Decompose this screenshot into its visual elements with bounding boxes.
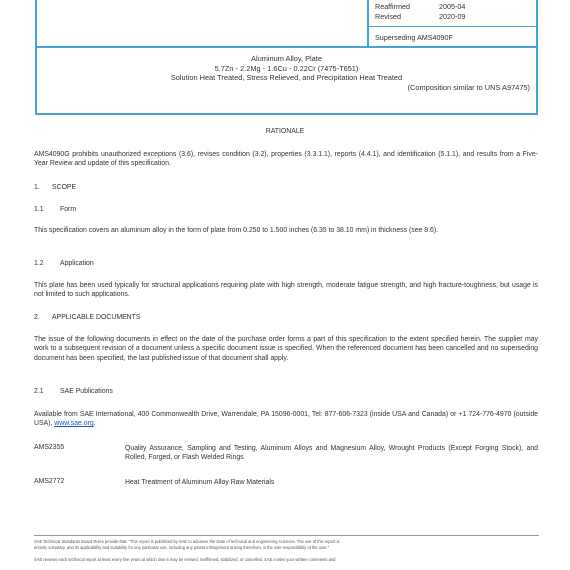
title-line: 5.7Zn - 2.2Mg - 1.6Cu - 0.22Cr (7475-T651) (214, 63, 359, 73)
title-line: Aluminum Alloy, Plate (251, 54, 322, 63)
footer-text: SAE Technical Standards Board Rules provide that: "This report is published by SAE to advance the state of technical and engineering sciences. The use of this report is (34, 539, 340, 544)
footer-text: SAE reviews each technical report at least every five years at which time it may be revised, reaffirmed, stabilized, or cancelled. SAE invites your written comments and (34, 557, 336, 562)
section-heading: Form (60, 206, 77, 213)
title-line: Solution Heat Treated, Stress Relieved, and Precipitation Heat Treated (170, 73, 403, 83)
revised-label: Revised (375, 12, 401, 21)
reference-code: AMS2772 (34, 478, 65, 485)
section-heading: SCOPE (52, 184, 77, 191)
section-heading: APPLICABLE DOCUMENTS (52, 314, 141, 321)
section-number: 2.1 (34, 388, 44, 395)
header-divider (367, 0, 369, 48)
revised-date: 2020-09 (439, 12, 466, 21)
address-text: Available from SAE International, 400 Commonwealth Drive, Warrendale, PA 15096-0001, Tel: 877-606-7323 (inside USA and Canada) or +1 724-776-4970 (outside USA), (34, 411, 538, 428)
header-divider (367, 26, 538, 27)
superseding-note: Superseding AMS4090F (375, 33, 453, 42)
reaffirmed-label: Reaffirmed (375, 2, 411, 11)
section-heading: SAE Publications (60, 388, 113, 395)
rationale-heading: RATIONALE (265, 128, 305, 135)
section-text: This plate has been used typically for structural applications requiring plate with high strength, moderate fatigue strength, and high fracture-toughness, but usage is not limited to such applications. (34, 282, 538, 299)
header-divider (37, 46, 536, 48)
reference-description: Quality Assurance, Sampling and Testing, Aluminum Alloys and Magnesium Alloy, Wrought Products (Except Forging Stock), and Rolled, Forged, or Flash Welded Rings (125, 445, 538, 462)
title-line: (Composition similar to UNS A97475) (407, 82, 530, 92)
header-box (35, 0, 538, 115)
section-text (34, 410, 538, 429)
section-number: 2. (34, 314, 40, 321)
section-text: This specification covers an aluminum alloy in the form of plate from 0.250 to 1.500 inches (6.35 to 38.10 mm) in thickness (see 8.6). (34, 227, 439, 234)
reference-code: AMS2355 (34, 444, 65, 451)
document-title (37, 54, 536, 92)
section-heading: Application (60, 260, 94, 267)
section-text: The issue of the following documents in effect on the date of the purchase order forms a part of this specification to the extent specified herein. The supplier may work to a subsequent revision of a document unless a specific document issue is specified. When the referenced document has been cancelled and no superseding document has been specified, the last published issue of that document shall apply. (34, 336, 538, 362)
section-number: 1. (34, 184, 40, 191)
period: . (93, 420, 96, 428)
sae-website-link[interactable]: www.sae.org (54, 420, 94, 428)
reaffirmed-date: 2005-04 (439, 2, 466, 11)
section-number: 1.1 (34, 206, 44, 213)
section-number: 1.2 (34, 260, 44, 267)
reference-description: Heat Treatment of Aluminum Alloy Raw Materials (125, 479, 275, 486)
footer-text: entirely voluntary, and its applicability and suitability for any particular use, including any patent infringement arising therefrom, is the sole responsibility of the user." (34, 545, 330, 550)
rationale-text: AMS4090G prohibits unauthorized exceptions (3.6), revises condition (3.2), properties (3.3.1.1), reports (4.4.1), and identification (5.1.1), and results from a Five-Year Review and update of this specification. (34, 151, 538, 168)
footer-rule (34, 535, 539, 536)
